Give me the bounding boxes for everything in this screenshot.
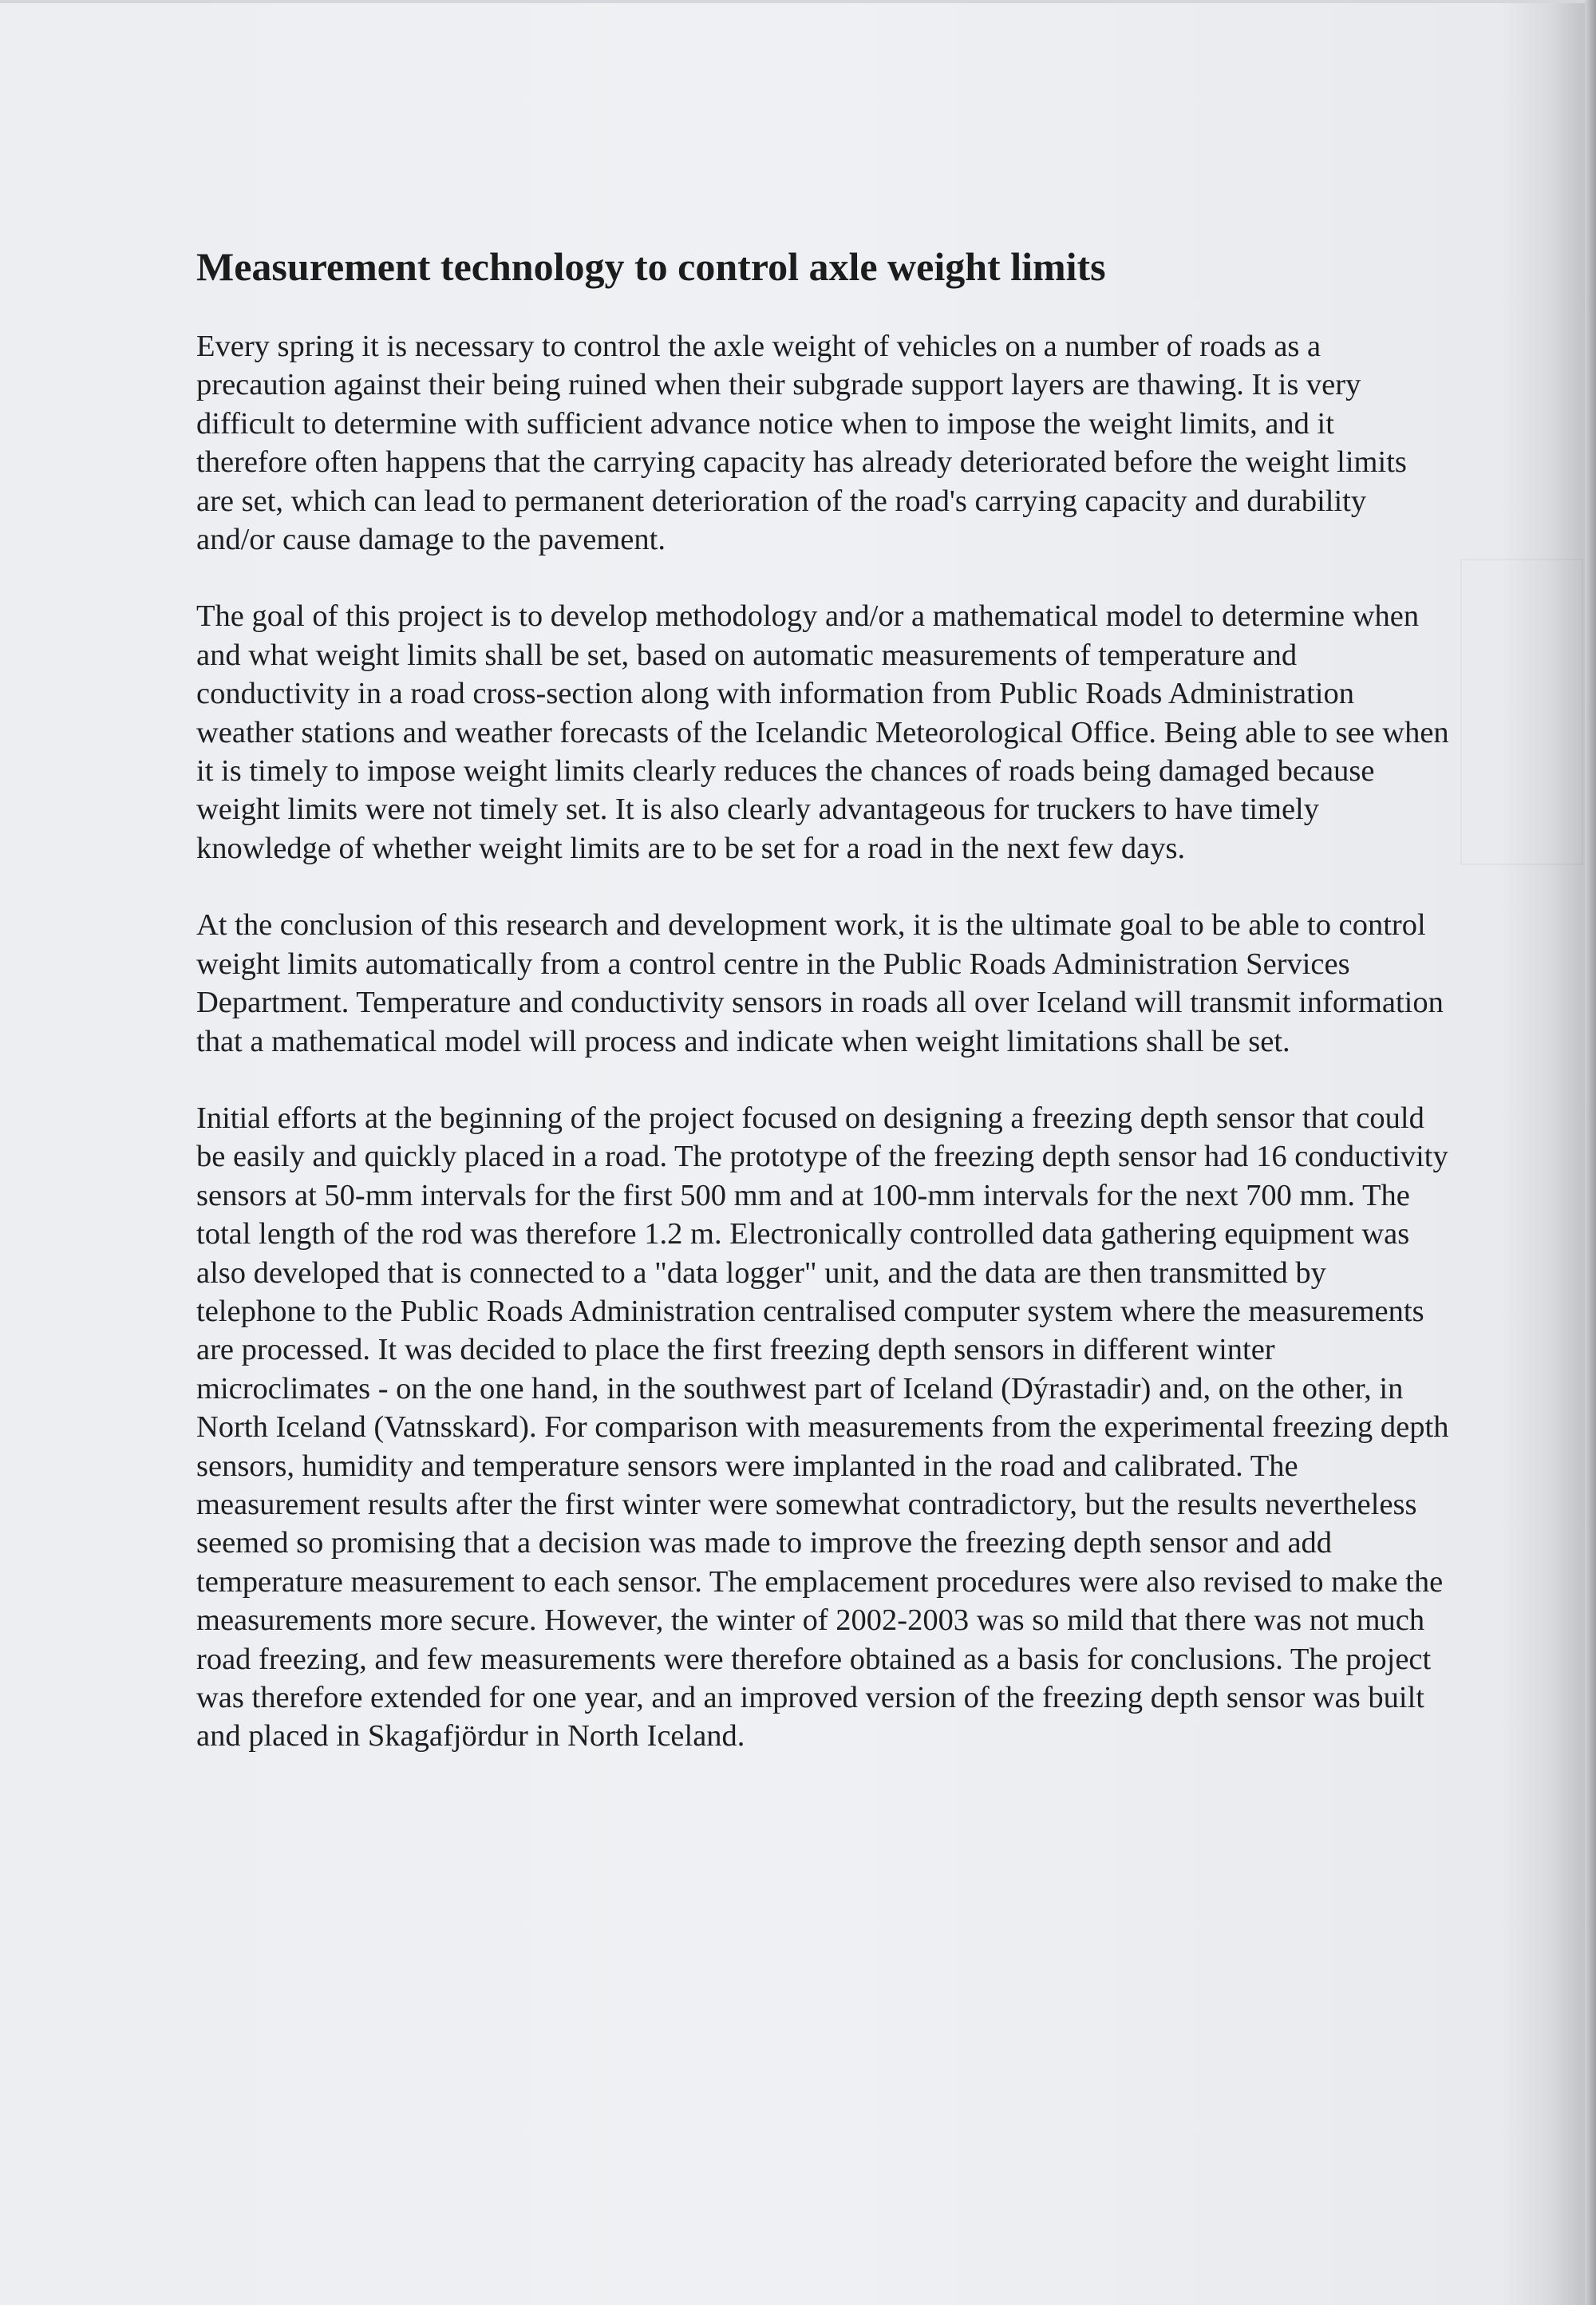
document-body xyxy=(196,238,1449,1756)
paragraph-initial-efforts: Initial efforts at the beginning of the project focused on designing a freezing depth sensor that could be easily and quickly placed in a road. The prototype of the freezing depth sensor had 16 conductivity sensors at 50-mm intervals for the first 500 mm and at 100-mm intervals for the next 700 mm. The total length of the rod was therefore 1.2 m. Electronically controlled data gathering equipment was also developed that is connected to a "data logger" unit, and the data are then transmitted by telephone to the Public Roads Administration centralised computer system where the measurements are processed. It was decided to place the first freezing depth sensors in different winter microclimates - on the one hand, in the southwest part of Iceland (Dýrastadir) and, on the other, in North Iceland (Vatnsskard). For comparison with measurements from the experimental freezing depth sensors, humidity and temperature sensors were implanted in the road and calibrated. The measurement results after the first winter were somewhat contradictory, but the results nevertheless seemed so promising that a decision was made to improve the freezing depth sensor and add temperature measurement to each sensor. The emplacement procedures were also revised to make the measurements more secure. However, the winter of 2002-2003 was so mild that there was not much road freezing, and few measurements were therefore obtained as a basis for conclusions. The project was therefore extended for one year, and an improved version of the freezing depth sensor was built and placed in Skagafjördur in North Iceland. xyxy=(196,1101,1449,1753)
scan-edge-top xyxy=(0,0,1596,3)
show-through-frame xyxy=(1460,559,1583,865)
page-title: Measurement technology to control axle weight limits xyxy=(196,244,1106,289)
paragraph-goal: The goal of this project is to develop methodology and/or a mathematical model to determine when and what weight limits shall be set, based on automatic measurements of temperature and conductivity in a road cross-section along with information from Public Roads Administration weather stations and weather forecasts of the Icelandic Meteorological Office. Being able to see when it is timely to impose weight limits clearly reduces the chances of roads being damaged because weight limits were not timely set. It is also clearly advantageous for truckers to have timely knowledge of whether weight limits are to be set for a road in the next few days. xyxy=(196,599,1449,865)
scan-edge-right xyxy=(1585,0,1596,2305)
paragraph-conclusion: At the conclusion of this research and development work, it is the ultimate goal to be able to control weight limits automatically from a control centre in the Public Roads Administration Services Department. Temperature and conductivity sensors in roads all over Iceland will transmit information that a mathematical model will process and indicate when weight limitations shall be set. xyxy=(196,908,1444,1058)
paragraph-intro: Every spring it is necessary to control the axle weight of vehicles on a number of roads as a precaution against their being ruined when their subgrade support layers are thawing. It is very difficult to determine with sufficient advance notice when to impose the weight limits, and it therefore often happens that the carrying capacity has already deteriorated before the weight limits are set, which can lead to permanent deterioration of the road's carrying capacity and durability and/or cause damage to the pavement. xyxy=(196,330,1407,557)
